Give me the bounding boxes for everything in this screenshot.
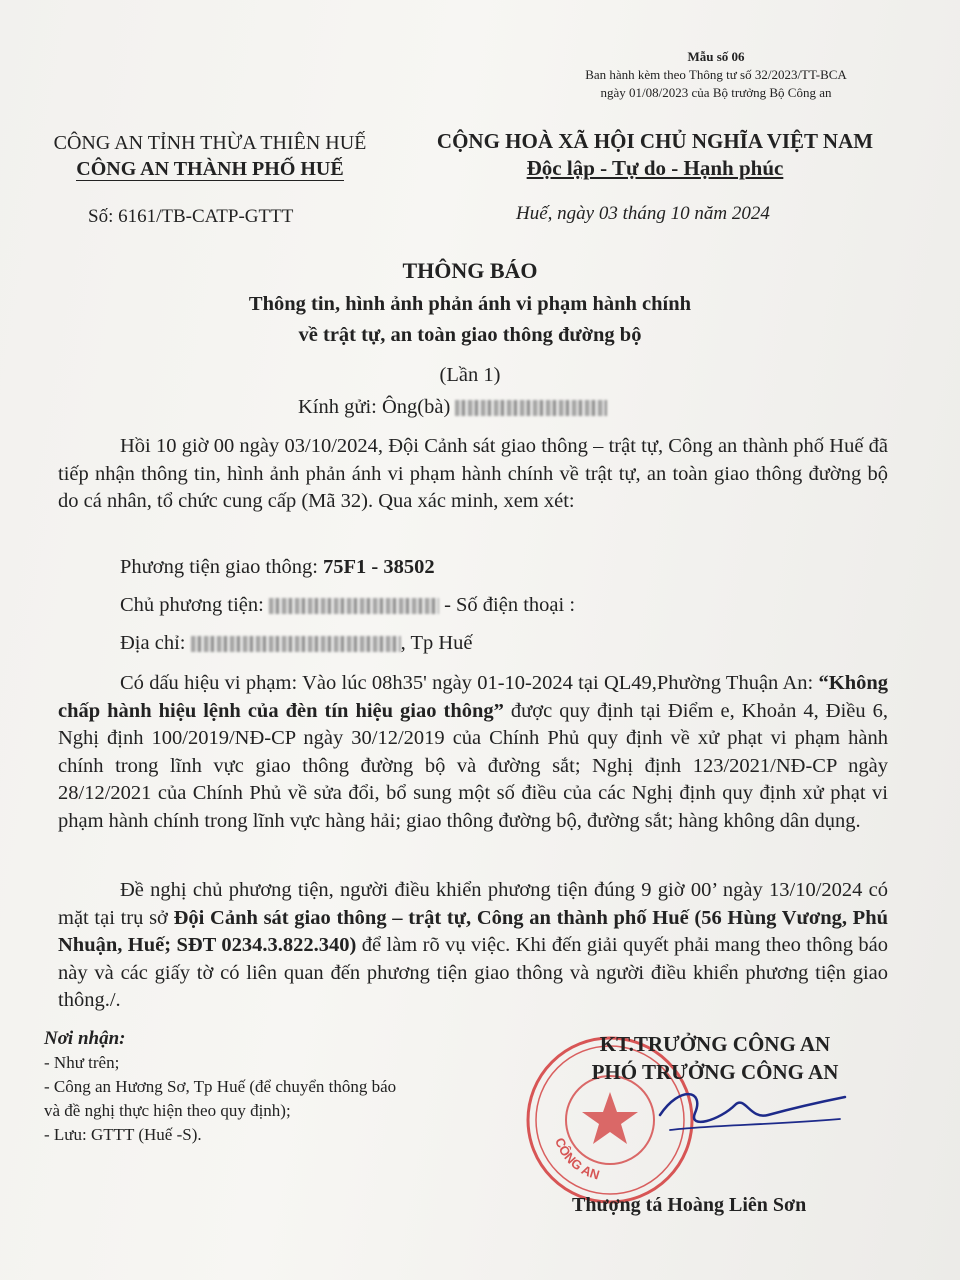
signature-title-1: KT.TRƯỞNG CÔNG AN bbox=[599, 1032, 831, 1056]
document-title: THÔNG BÁO bbox=[402, 258, 538, 283]
signer-name: Thượng tá Hoàng Liên Sơn bbox=[572, 1194, 807, 1216]
violation-paragraph bbox=[58, 670, 888, 835]
address-city: , Tp Huế bbox=[400, 632, 473, 654]
redacted-address bbox=[191, 636, 401, 652]
recipients-block bbox=[44, 1027, 396, 1147]
national-header bbox=[420, 128, 890, 182]
owner-label: Chủ phương tiện: bbox=[120, 594, 264, 616]
agency-name bbox=[30, 156, 390, 182]
violation-intro: Có dấu hiệu vi phạm: Vào lúc 08h35' ngày 01-10-2024 tại QL49,Phường Thuận An: bbox=[120, 672, 819, 694]
signature-title-2: PHÓ TRƯỞNG CÔNG AN bbox=[591, 1060, 839, 1084]
seal-text: CÔNG AN bbox=[552, 1135, 602, 1183]
document-date: Huế, ngày 03 tháng 10 năm 2024 bbox=[516, 203, 770, 224]
address-line bbox=[120, 632, 473, 655]
redacted-owner bbox=[269, 598, 439, 614]
document-subtitle-2: về trật tự, an toàn giao thông đường bộ bbox=[298, 324, 642, 346]
violation-description: “Không chấp hành hiệu lệnh của đèn tín hiệu giao thông” bbox=[58, 672, 888, 722]
handwritten-signature bbox=[650, 1075, 850, 1145]
issuing-agency bbox=[30, 130, 390, 182]
violation-legal-basis: được quy định tại Điểm e, Khoản 4, Điều 6, Nghị định 100/2019/NĐ-CP ngày 30/12/2019 của Chính Phủ quy định về xử phạt vi phạm hành chính trong lĩnh vực giao thông đường bộ và đường sắt; Nghị định 123/2021/NĐ-CP ngày 28/12/2021 của Chính Phủ về sửa đổi, bổ sung một số điều của các Nghị định quy định xử phạt vi phạm hành chính trong lĩnh vực hàng hải; giao thông đường bộ, đường sắt; hàng không dân dụng. bbox=[58, 699, 888, 832]
addressee bbox=[298, 396, 607, 419]
addressee-label: Kính gửi: Ông(bà) bbox=[298, 396, 451, 418]
owner-line bbox=[120, 594, 575, 617]
national-name: CỘNG HOÀ XÃ HỘI CHỦ NGHĨA VIỆT NAM bbox=[436, 129, 874, 153]
document-number bbox=[88, 206, 293, 228]
recipient-item: và đề nghị thực hiện theo quy định); bbox=[44, 1101, 291, 1120]
request-location: Đội Cảnh sát giao thông – trật tự, Công an thành phố Huế (56 Hùng Vương, Phú Nhuận, Huế; SĐT 0234.3.822.340) bbox=[58, 906, 888, 956]
recipient-item: - Công an Hương Sơ, Tp Huế (để chuyển thông báo bbox=[44, 1077, 397, 1096]
redacted-name bbox=[455, 400, 607, 416]
vehicle-label: Phương tiện giao thông: bbox=[120, 556, 318, 578]
request-rest: để làm rõ vụ việc. Khi đến giải quyết phải mang theo thông báo này và các giấy tờ có liên quan đến phương tiện giao thông và người điều khiển phương tiện giao thông./. bbox=[58, 934, 889, 1011]
national-motto-text: Độc lập - Tự do - Hạnh phúc bbox=[526, 156, 784, 180]
form-reference bbox=[556, 48, 876, 102]
agency-parent: CÔNG AN TỈNH THỪA THIÊN HUẾ bbox=[53, 132, 367, 154]
agency-name-text: CÔNG AN THÀNH PHỐ HUẾ bbox=[76, 158, 344, 180]
national-motto bbox=[420, 155, 890, 182]
recipients-title: Nơi nhận: bbox=[44, 1028, 126, 1049]
address-label: Địa chỉ: bbox=[120, 632, 186, 654]
document-subtitle-1: Thông tin, hình ảnh phản ánh vi phạm hành chính bbox=[248, 293, 692, 315]
form-issued-by: Ban hành kèm theo Thông tư số 32/2023/TT-BCA bbox=[585, 67, 847, 82]
notice-count: (Lần 1) bbox=[439, 364, 501, 386]
intro-paragraph: Hồi 10 giờ 00 ngày 03/10/2024, Đội Cảnh sát giao thông – trật tự, Công an thành phố Huế đã tiếp nhận thông tin, hình ảnh phản ánh vi phạm hành chính về trật tự, an toàn giao thông đường bộ do cá nhân, tổ chức cung cấp (Mã 32). Qua xác minh, xem xét: bbox=[58, 435, 888, 512]
request-paragraph bbox=[58, 877, 888, 1015]
recipient-item: - Lưu: GTTT (Huế -S). bbox=[44, 1125, 202, 1144]
phone-label: - Số điện thoại : bbox=[444, 594, 576, 616]
document-number-value: 6161/TB-CATP-GTTT bbox=[118, 206, 294, 227]
form-issued-date: ngày 01/08/2023 của Bộ trưởng Bộ Công an bbox=[600, 85, 832, 100]
vehicle-plate: 75F1 - 38502 bbox=[323, 556, 435, 578]
form-number: Mẫu số 06 bbox=[687, 49, 745, 64]
recipient-item: - Như trên; bbox=[44, 1053, 120, 1072]
vehicle-line bbox=[120, 556, 435, 579]
document-number-label: Số: bbox=[88, 206, 114, 227]
request-intro: Đề nghị chủ phương tiện, người điều khiển phương tiện đúng 9 giờ 00’ ngày 13/10/2024 có mặt tại trụ sở bbox=[58, 879, 888, 929]
